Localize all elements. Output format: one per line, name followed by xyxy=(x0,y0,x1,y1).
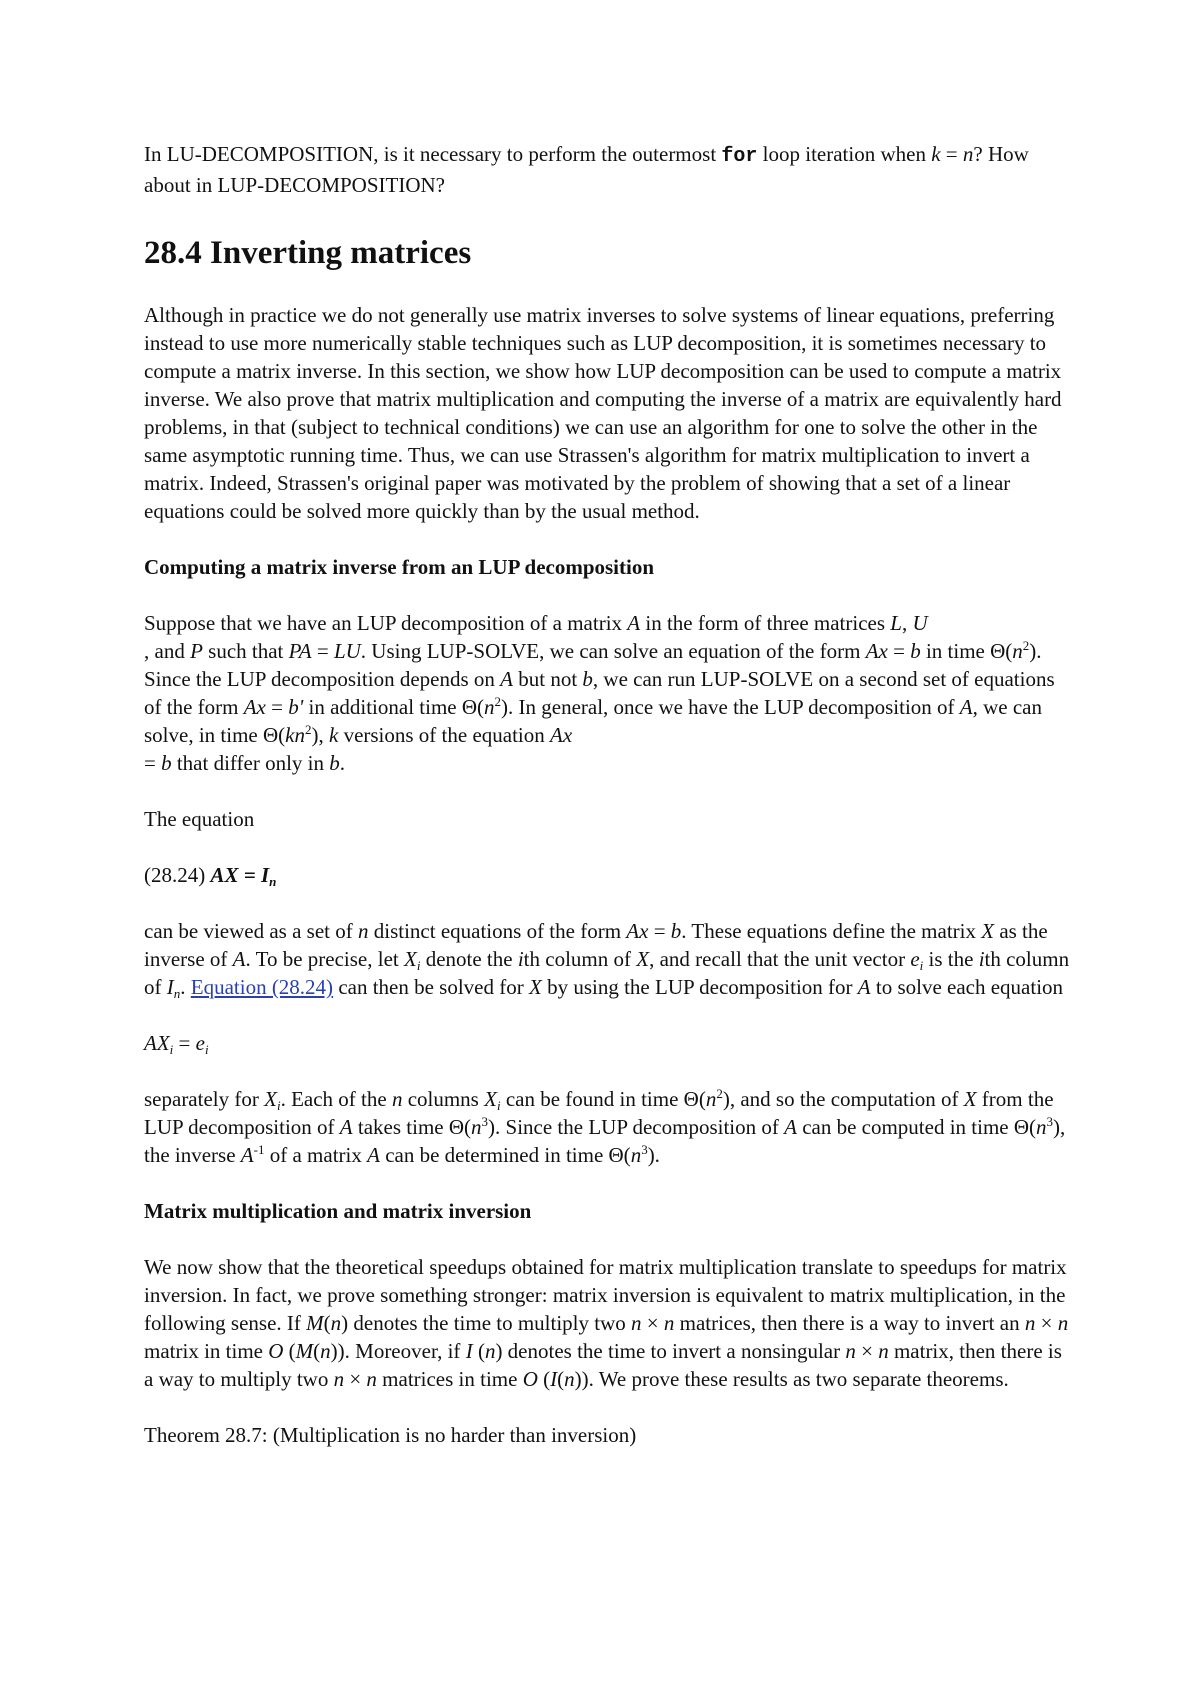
theorem-28-7-label: Theorem 28.7: (Multiplication is no harder than inversion) xyxy=(144,1423,637,1447)
columns-paragraph: can be viewed as a set of n distinct equations of the form Ax = b. These equations define the matrix X as the inverse of A. To be precise, let $X_i$ denote the ith column of X, and recall that the unit vector $e_i$ is the ith column of $I_n$. Equation (28.24) can then be solved for X by using the LUP decomposition for A to solve each equation xyxy=(144,919,1070,1001)
lup-paragraph: Suppose that we have an LUP decomposition of a matrix A in the form of three matrices L, U , and P such that PA = LU. Using LUP-SOLVE, we can solve an equation of the form Ax = b in time $\Theta(n^2)$. Since the LUP decomposition depends on A but not b, we can run LUP-SOLVE on a second set of equations of the form Ax = b' in additional time $\Theta(n^2)$. In general, once we have the LUP decomposition of A, we can solve, in time $\Theta(kn^2)$, k versions of the equation Ax = b that differ only in b. xyxy=(144,611,1055,775)
exercise-paragraph: In LU-DECOMPOSITION, is it necessary to perform the outermost for loop iteration when k = n? How about in LUP-DECOMPOSITION? xyxy=(144,142,1029,197)
equation-axi-ei: $AX_i = e_i$ xyxy=(144,1031,209,1057)
the-equation-text: The equation xyxy=(144,807,255,831)
equation-28-24: (28.24) AX = $I_n$ xyxy=(144,863,277,889)
section-heading: 28.4 Inverting matrices xyxy=(144,235,472,271)
speedups-paragraph: We now show that the theoretical speedups obtained for matrix multiplication translate to speedups for matrix inversion. In fact, we prove something stronger: matrix inversion is equivalent to matrix multiplication, in the following sense. If M(n) denotes the time to multiply two n × n matrices, then there is a way to invert an n × n matrix in time O (M(n)). Moreover, if I (n) denotes the time to invert a nonsingular n × n matrix, then there is a way to multiply two n × n matrices in time O (I(n)). We prove these results as two separate theorems. xyxy=(144,1255,1069,1391)
for-keyword: for xyxy=(721,145,758,168)
equation-28-24-link[interactable]: Equation (28.24) xyxy=(190,975,334,999)
subsection-heading-multiplication-inversion: Matrix multiplication and matrix inversion xyxy=(144,1199,532,1223)
subsection-heading-lup-inverse: Computing a matrix inverse from an LUP decomposition xyxy=(144,555,655,579)
intro-paragraph: Although in practice we do not generally use matrix inverses to solve systems of linear equations, preferring instead to use more numerically stable techniques such as LUP decomposition, it is sometimes necessary to compute a matrix inverse. In this section, we show how LUP decomposition can be used to compute a matrix inverse. We also prove that matrix multiplication and computing the inverse of a matrix are equivalently hard problems, in that (subject to technical conditions) we can use an algorithm for one to solve the other in the same asymptotic running time. Thus, we can use Strassen's algorithm for matrix multiplication to invert a matrix. Indeed, Strassen's original paper was motivated by the problem of showing that a set of a linear equations could be solved more quickly than by the usual method. xyxy=(144,303,1062,523)
document-page xyxy=(144,140,1076,1449)
separately-paragraph: separately for $X_i$. Each of the n columns $X_i$ can be found in time $\Theta(n^2)$, and so the computation of X from the LUP decomposition of A takes time $\Theta(n^3)$. Since the LUP decomposition of A can be computed in time $\Theta(n^3)$, the inverse $A^{-1}$ of a matrix A can be determined in time $\Theta(n^3)$. xyxy=(144,1086,1066,1167)
